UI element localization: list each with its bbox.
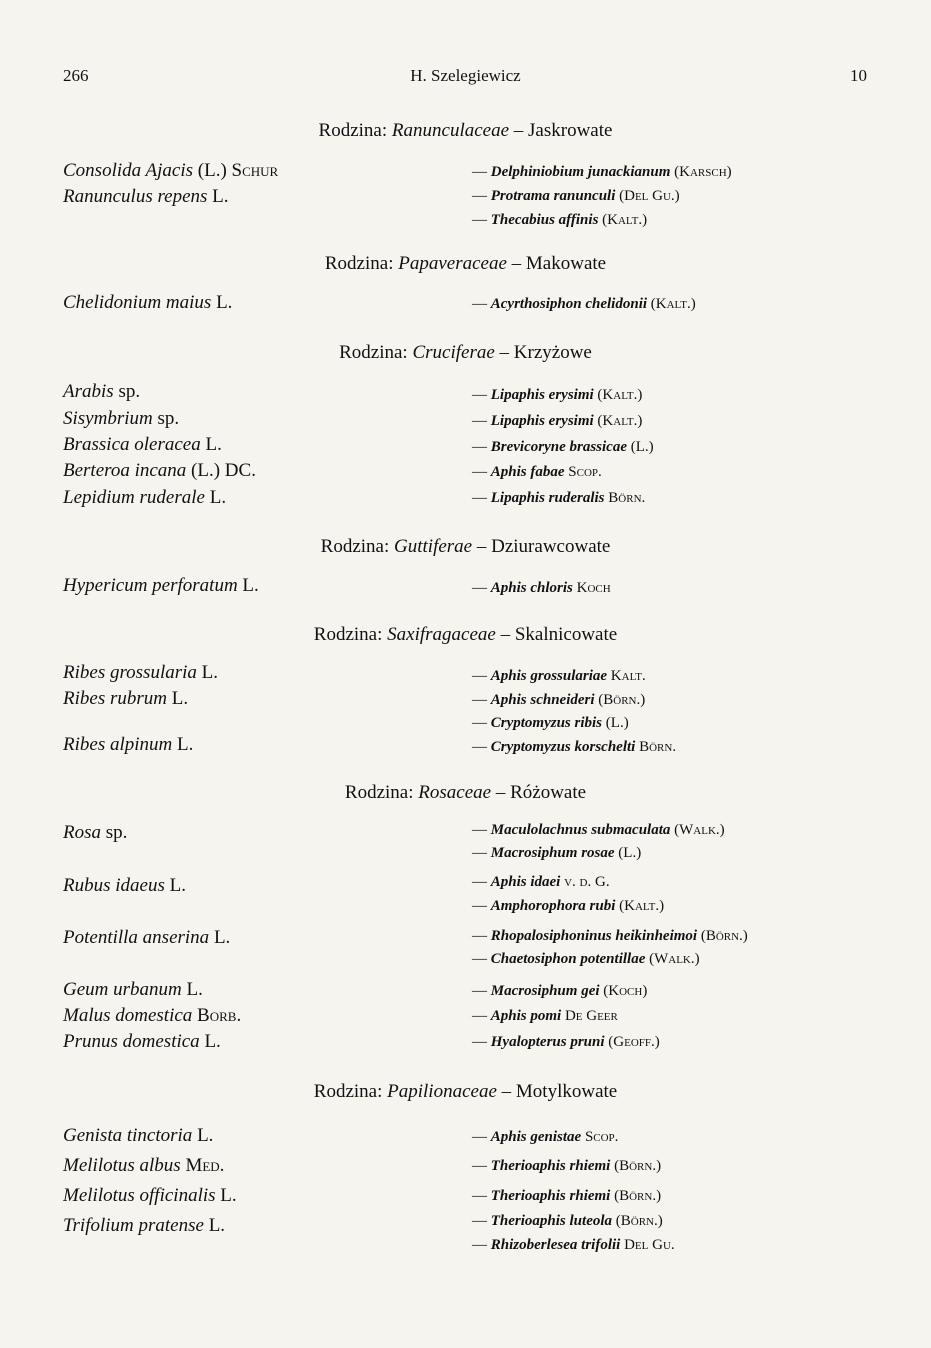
aphid-entry: — Lipaphis erysimi (Kalt.) <box>472 387 643 403</box>
plant-entry: Genista tinctoria L. <box>63 1125 214 1146</box>
family-heading: Rodzina: Guttiferae – Dziurawcowate <box>320 536 611 557</box>
plant-entry: Hypericum perforatum L. <box>63 575 259 596</box>
plant-entry: Arabis sp. <box>63 381 141 402</box>
aphid-entry: — Therioaphis rhiemi (Börn.) <box>472 1158 662 1174</box>
plant-entry: Consolida Ajacis (L.) Schur <box>63 160 279 181</box>
aphid-entry: — Therioaphis luteola (Börn.) <box>472 1213 663 1229</box>
plant-entry: Melilotus officinalis L. <box>63 1185 237 1206</box>
aphid-entry: — Maculolachnus submaculata (Walk.) <box>472 822 725 838</box>
plant-entry: Malus domestica Borb. <box>63 1005 242 1026</box>
aphid-entry: — Macrosiphum gei (Koch) <box>472 983 648 999</box>
family-heading: Rodzina: Cruciferae – Krzyżowe <box>339 342 592 363</box>
aphid-entry: — Lipaphis ruderalis Börn. <box>472 490 646 506</box>
aphid-entry: — Cryptomyzus korschelti Börn. <box>472 739 677 755</box>
aphid-entry: — Macrosiphum rosae (L.) <box>472 845 642 861</box>
plant-entry: Rubus idaeus L. <box>63 875 186 896</box>
aphid-entry: — Aphis pomi De Geer <box>472 1008 618 1024</box>
aphid-entry: — Aphis grossulariae Kalt. <box>472 668 646 684</box>
plant-entry: Berteroa incana (L.) DC. <box>63 460 256 481</box>
plant-entry: Trifolium pratense L. <box>63 1215 226 1236</box>
plant-entry: Ribes grossularia L. <box>63 662 218 683</box>
family-heading: Rodzina: Papilionaceae – Motylkowate <box>313 1081 618 1102</box>
aphid-entry: — Cryptomyzus ribis (L.) <box>472 715 629 731</box>
aphid-entry: — Aphis fabae Scop. <box>472 464 602 480</box>
plant-entry: Melilotus albus Med. <box>63 1155 225 1176</box>
plant-entry: Ranunculus repens L. <box>63 186 229 207</box>
plant-entry: Potentilla anserina L. <box>63 927 231 948</box>
plant-entry: Ribes alpinum L. <box>63 734 194 755</box>
family-heading: Rodzina: Rosaceae – Różowate <box>344 782 587 803</box>
family-heading: Rodzina: Papaveraceae – Makowate <box>324 253 607 274</box>
plant-entry: Rosa sp. <box>63 822 128 843</box>
plant-entry: Geum urbanum L. <box>63 979 203 1000</box>
plant-entry: Lepidium ruderale L. <box>63 487 227 508</box>
family-heading: Rodzina: Ranunculaceae – Jaskrowate <box>318 120 613 141</box>
plant-entry: Brassica oleracea L. <box>63 434 222 455</box>
page-number: 266 <box>63 66 89 85</box>
volume-number: 10 <box>850 66 867 85</box>
aphid-entry: — Therioaphis rhiemi (Börn.) <box>472 1188 662 1204</box>
aphid-entry: — Protrama ranunculi (Del Gu.) <box>472 188 680 204</box>
running-head-author: H. Szelegiewicz <box>410 66 521 85</box>
aphid-entry: — Thecabius affinis (Kalt.) <box>472 212 648 228</box>
aphid-entry: — Amphorophora rubi (Kalt.) <box>472 898 665 914</box>
aphid-entry: — Hyalopterus pruni (Geoff.) <box>472 1034 660 1050</box>
plant-entry: Chelidonium maius L. <box>63 292 233 313</box>
aphid-entry: — Chaetosiphon potentillae (Walk.) <box>472 951 700 967</box>
aphid-entry: — Lipaphis erysimi (Kalt.) <box>472 413 643 429</box>
aphid-entry: — Aphis genistae Scop. <box>472 1129 619 1145</box>
aphid-entry: — Delphiniobium junackianum (Karsch) <box>472 164 732 180</box>
aphid-entry: — Aphis chloris Koch <box>472 580 611 596</box>
aphid-entry: — Aphis schneideri (Börn.) <box>472 692 646 708</box>
plant-entry: Ribes rubrum L. <box>63 688 189 709</box>
aphid-entry: — Rhopalosiphoninus heikinheimoi (Börn.) <box>472 928 748 944</box>
aphid-entry: — Aphis idaei v. d. G. <box>472 874 610 890</box>
family-heading: Rodzina: Saxifragaceae – Skalnicowate <box>313 624 618 645</box>
aphid-entry: — Acyrthosiphon chelidonii (Kalt.) <box>472 296 696 312</box>
aphid-entry: — Brevicoryne brassicae (L.) <box>472 439 654 455</box>
aphid-entry: — Rhizoberlesea trifolii Del Gu. <box>472 1237 675 1253</box>
plant-entry: Prunus domestica L. <box>63 1031 221 1052</box>
plant-entry: Sisymbrium sp. <box>63 408 180 429</box>
